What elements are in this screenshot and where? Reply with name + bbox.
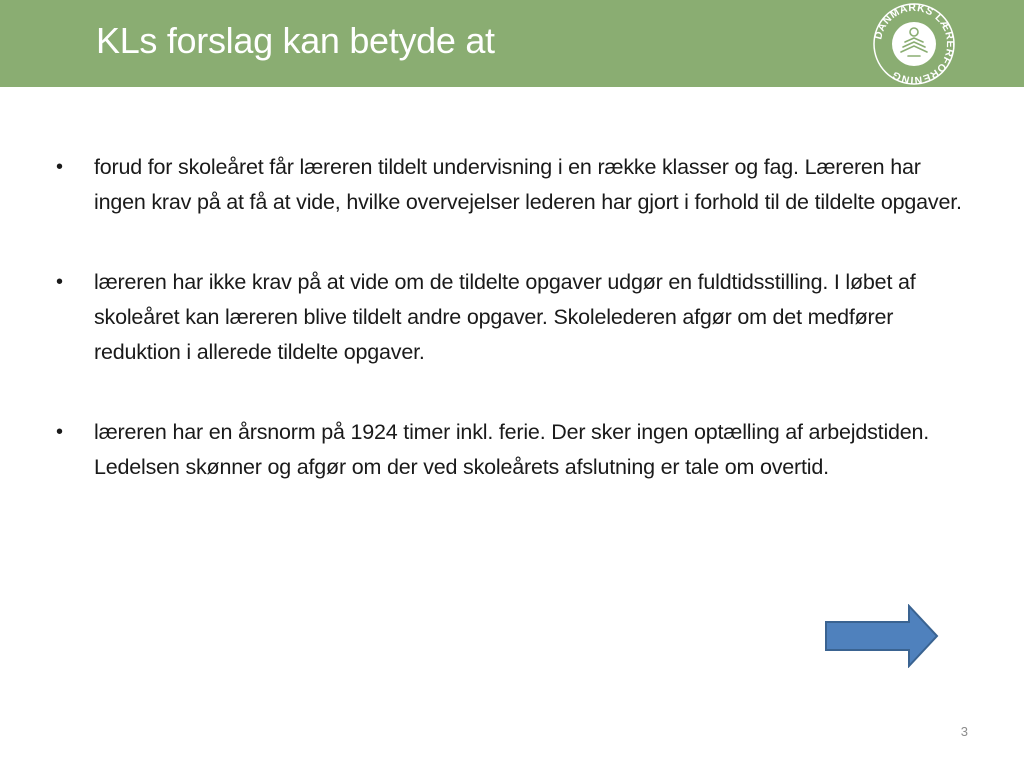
bullet-item — [56, 265, 966, 370]
slide-title: KLs forslag kan betyde at — [96, 20, 495, 61]
bullet-list — [56, 150, 966, 530]
page-number: 3 — [960, 724, 968, 739]
bullet-marker: • — [56, 271, 63, 293]
right-arrow-icon — [826, 606, 937, 666]
bullet-item — [56, 415, 966, 485]
bullet-text: forud for skoleåret får læreren tildelt undervisning i en række klasser og fag. Læreren har ingen krav på at få at vide, hvilke overvejelser lederen har gjort i forhold til de tildelte opgaver. — [94, 155, 962, 214]
bullet-item — [56, 150, 966, 220]
bullet-text: læreren har ikke krav på at vide om de tildelte opgaver udgør en fuldtidsstilling. I løbet af skoleåret kan læreren blive tildelt andre opgaver. Skolelederen afgør om det medfører reduktion i allerede tildelte opgaver. — [94, 270, 916, 364]
slide-header — [0, 0, 1024, 87]
bullet-marker: • — [56, 421, 63, 443]
bullet-text: læreren har en årsnorm på 1924 timer inkl. ferie. Der sker ingen optælling af arbejdstiden. Ledelsen skønner og afgør om der ved skoleårets afslutning er tale om overtid. — [94, 420, 930, 479]
bullet-marker: • — [56, 156, 63, 178]
union-seal-icon — [872, 2, 956, 86]
logo-text: DANMARKS LÆRERFORENING — [872, 2, 956, 86]
next-slide-button[interactable] — [824, 604, 940, 668]
